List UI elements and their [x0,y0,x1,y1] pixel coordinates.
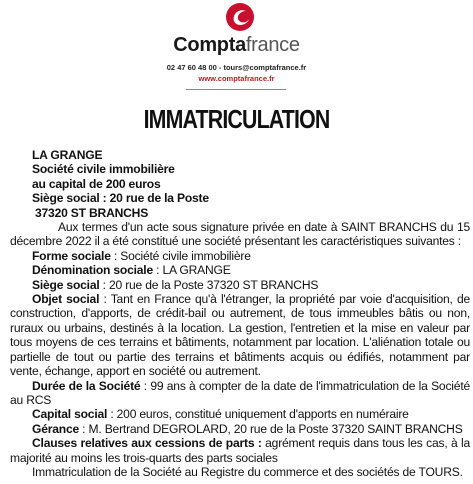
field-duree: Durée de la Société : 99 ans à compter de la date de l'immatriculation de la Société au RCS [10,378,471,407]
header-divider [186,89,286,90]
contact-line: 02 47 60 48 00 - tours@comptafrance.fr [166,63,307,72]
field-forme: Forme sociale : Société civile immobilière [32,248,251,263]
closing-line: Immatriculation de la Société au Registre du commerce et des sociétés de TOURS. [32,464,463,479]
page-title: IMMATRICULATION [143,104,330,134]
field-objet: Objet social : Tant en France qu'à l'étranger, la propriété par voie d'acquisition, de construction, d'apports, de crédit-bail ou autrement, de tous immeubles bâtis ou non, ruraux ou urbains, destinés à la location. La gestion, l'entretien et la mise en valeur par tous moyens de ces terrains et bâtiments, notamment par location. L'aliénation totale ou partielle de tout ou partie des terrains et bâtiments acquis ou édifiés, notamment par vente, échange, apport en société ou autrement. [10,292,470,379]
field-capital: Capital social : 200 euros, constitué uniquement d'apports en numéraire [32,407,409,422]
comptafrance-logo-icon [225,2,255,32]
field-gerance: Gérance : M. Bertrand DEGROLARD, 20 rue de la Poste 37320 SAINT BRANCHS [32,421,463,436]
intro-paragraph: Aux termes d'un acte sous signature privée en date à SAINT BRANCHS du 15 décembre 2022 il a été constitué une société présentant les caractéristiques suivantes : [10,220,470,249]
company-type: Société civile immobilière [32,162,175,177]
company-name: LA GRANGE [32,148,103,162]
field-siege: Siège social : 20 rue de la Poste 37320 ST BRANCHS [32,277,319,292]
header [0,0,473,98]
field-clauses: Clauses relatives aux cessions de parts : agrément requis dans tous les cas, à la majorité au moins les trois-quarts des parts sociales [10,436,470,465]
company-capital: au capital de 200 euros [32,176,161,191]
website-link[interactable]: www.comptafrance.fr [198,74,275,83]
notice-body [10,148,470,479]
brand-name: Comptafrance [173,34,300,56]
company-city: 37320 ST BRANCHS [35,205,149,220]
company-seat: Siège social : 20 rue de la Poste [32,191,209,206]
field-denomination: Dénomination sociale : LA GRANGE [32,263,231,278]
